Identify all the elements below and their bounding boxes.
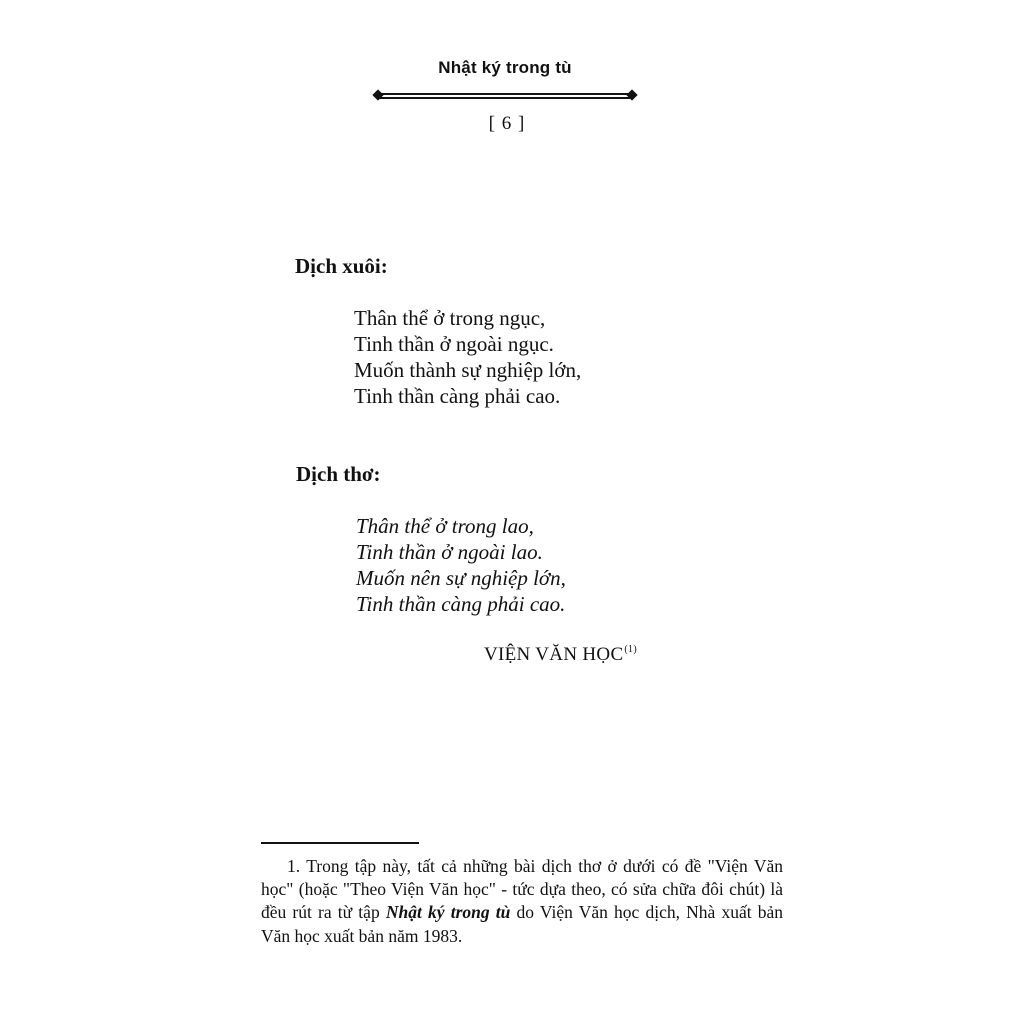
footnote-separator [261,842,419,844]
footnote [261,855,783,948]
verse-line: Muốn nên sự nghiệp lớn, [356,566,566,590]
diamond-right-icon [626,89,637,100]
attribution-text: VIỆN VĂN HỌC [484,644,624,665]
footnote-text-before: Trong tập này, tất cả những bài dịch thơ ở dưới có đề "Viện Văn học" (hoặc "Theo Viện Văn học" - tức dựa theo, có sửa chữa đôi chút) là đều rút ra từ tập [261,856,783,923]
verse-translation-stanza [356,513,566,617]
prose-translation-stanza [354,305,581,409]
prose-line: Muốn thành sự nghiệp lớn, [354,358,582,382]
ornamental-rule [372,89,638,103]
prose-translation-heading: Dịch xuôi: [295,254,388,278]
section-number: [ 6 ] [488,113,526,134]
verse-line: Tinh thần càng phải cao. [356,592,566,616]
diamond-left-icon [372,89,383,100]
prose-line: Thân thể ở trong ngục, [354,306,546,330]
attribution [484,644,637,666]
prose-line: Tinh thần càng phải cao. [354,384,561,408]
verse-line: Tinh thần ở ngoài lao. [356,540,543,564]
footnote-number: 1. [287,856,301,876]
rule-line-bottom [380,97,630,99]
verse-line: Thân thể ở trong lao, [356,514,534,538]
running-head: Nhật ký trong tù [438,58,572,77]
footnote-reference: (1) [624,644,637,655]
verse-translation-heading: Dịch thơ: [296,462,381,486]
footnote-book-title: Nhật ký trong tù [385,902,511,923]
footnote-text-after: do Viện Văn học dịch, Nhà xuất bản Văn học xuất bản năm 1983. [261,902,784,946]
prose-line: Tinh thần ở ngoài ngục. [354,332,554,356]
rule-line-top [380,93,630,95]
